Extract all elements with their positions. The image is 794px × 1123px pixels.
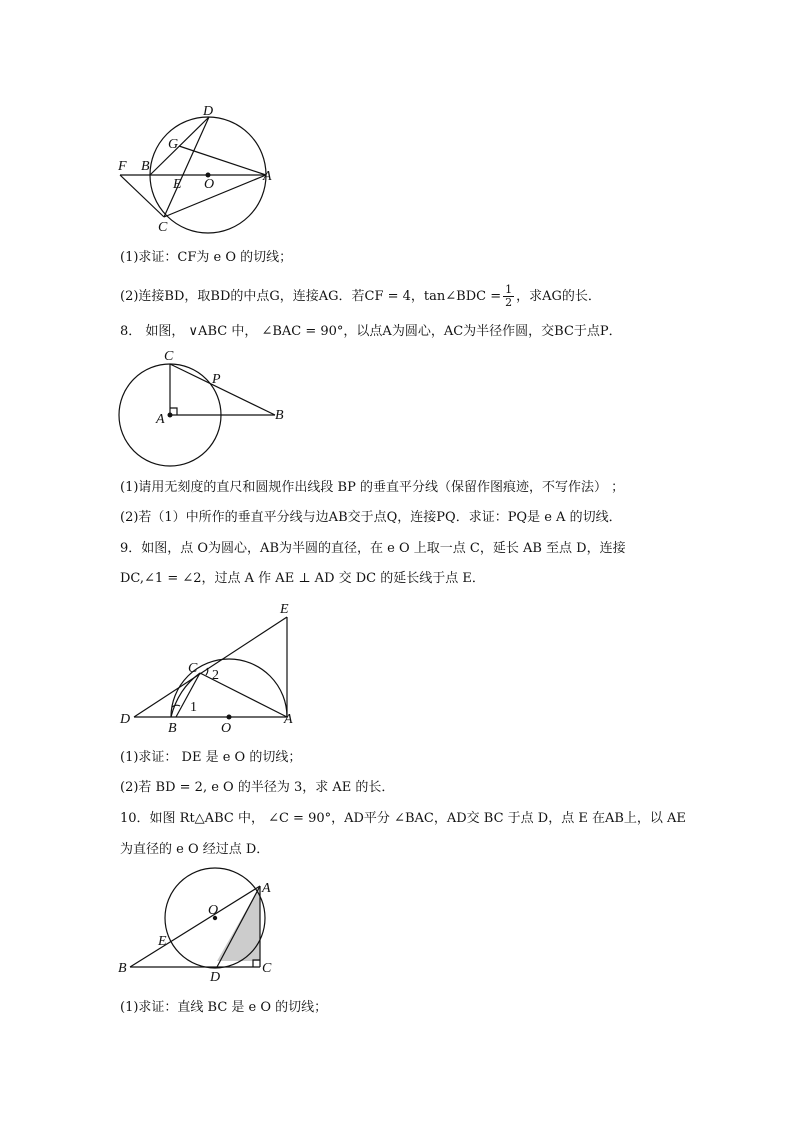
- q8-stem: 8． 如图， ∨ABC 中， ∠BAC = 90°，以点A为圆心，AC为半径作圆，交BC于点P．: [120, 324, 622, 339]
- figure-q10-triangle-circle: [112, 866, 297, 986]
- label-angle-1: 1: [190, 700, 197, 715]
- fraction-one-half: [503, 284, 514, 309]
- label-d: D: [203, 104, 214, 119]
- q7-part1: (1)求证：CF为 e O 的切线；: [120, 250, 293, 265]
- figure-q7-circle-tangent: [112, 100, 292, 235]
- label-b: B: [275, 408, 284, 423]
- figure-q9-semicircle: [112, 598, 307, 738]
- label-o: O: [204, 177, 215, 192]
- label-c: C: [262, 961, 272, 976]
- label-d: D: [120, 712, 131, 727]
- label-o: O: [221, 721, 232, 736]
- q8-part2: (2)若（1）中所作的垂直平分线与边AB交于点Q，连接PQ．求证：PQ是 e A 的切线．: [120, 510, 622, 525]
- center-o-dot: [227, 715, 232, 720]
- q10-part1: (1)求证：直线 BC 是 e O 的切线；: [120, 1000, 328, 1015]
- label-e: E: [280, 602, 289, 617]
- label-a: A: [284, 712, 293, 727]
- label-e: E: [173, 177, 182, 192]
- q7-part2-text-b: ，求AG的长．: [516, 289, 601, 304]
- label-a: A: [263, 169, 272, 184]
- segment-ga: [179, 146, 266, 175]
- q9-stem-line1: 9．如图，点 O为圆心，AB为半圆的直径，在 e O 上取一点 C，延长 AB 至点 D，连接: [120, 541, 626, 556]
- q9-stem-line2: DC,∠1 = ∠2，过点 A 作 AE ⊥ AD 交 DC 的延长线于点 E．: [120, 571, 485, 586]
- figure-q8-circle-a: [112, 345, 297, 470]
- label-b: B: [168, 721, 177, 736]
- angle-mark-1: [172, 705, 180, 707]
- q9-part2: (2)若 BD = 2, e O 的半径为 3，求 AE 的长．: [120, 780, 395, 795]
- label-c: C: [158, 220, 168, 235]
- segment-cb: [170, 364, 275, 415]
- label-e: E: [158, 934, 167, 949]
- q10-stem-line2: 为直径的 e O 经过点 D．: [120, 842, 270, 857]
- segment-fc: [120, 175, 164, 217]
- label-b: B: [118, 961, 127, 976]
- segment-cd: [164, 117, 209, 217]
- label-f: F: [118, 159, 127, 174]
- label-c: C: [164, 349, 174, 364]
- label-g: G: [168, 137, 179, 152]
- label-d: D: [210, 970, 221, 985]
- q10-stem-line1: 10．如图 Rt△ABC 中， ∠C = 90°，AD平分 ∠BAC，AD交 BC 于点 D，点 E 在AB上，以 AE: [120, 811, 686, 826]
- label-angle-2: 2: [212, 668, 219, 683]
- fraction-numerator: 1: [505, 283, 513, 296]
- label-o: O: [208, 903, 219, 918]
- label-a: A: [156, 412, 165, 427]
- label-a: A: [262, 881, 271, 896]
- q8-part1: (1)请用无刻度的直尺和圆规作出线段 BP 的垂直平分线（保留作图痕迹，不写作法） ；: [120, 480, 625, 495]
- fraction-denominator: 2: [505, 296, 513, 309]
- q7-part2: [120, 284, 601, 309]
- segment-de: [134, 617, 287, 717]
- q7-part2-text-a: (2)连接BD，取BD的中点G，连接AG．若CF = 4，tan∠BDC =: [120, 289, 502, 304]
- right-angle-mark: [253, 960, 260, 967]
- center-a-dot: [168, 413, 173, 418]
- label-b: B: [141, 159, 150, 174]
- label-c: C: [188, 661, 198, 676]
- label-p: P: [212, 372, 221, 387]
- q9-part1: (1)求证： DE 是 e O 的切线；: [120, 750, 302, 765]
